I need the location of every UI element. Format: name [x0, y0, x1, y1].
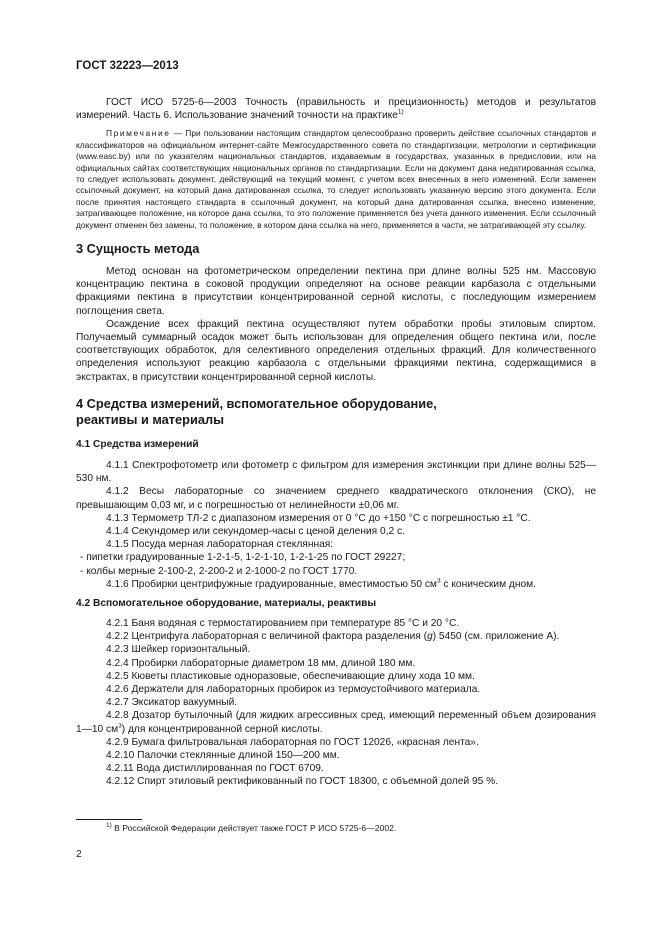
footnote-text: В Российской Федерации действует также ГОСТ Р ИСО 5725-6—2002.: [111, 823, 397, 833]
section-4-heading-line-1: 4 Средства измерений, вспомогательное оборудование,: [76, 395, 437, 411]
subsection-4-1-list: [76, 459, 596, 591]
list-item: 4.2.10 Палочки стеклянные длиной 150—200 мм.: [106, 749, 340, 761]
list-item: 4.2.5 Кюветы пластиковые одноразовые, обеспечивающие длину хода 10 мм.: [106, 670, 475, 682]
list-item: 4.2.4 Пробирки лабораторные диаметром 18 мм, длиной 180 мм.: [106, 657, 416, 669]
note-label: Примечание: [106, 128, 171, 139]
list-item: 4.2.6 Держатели для лабораторных пробирок из термоустойчивого материала.: [106, 683, 481, 695]
section-3-heading: 3 Сущность метода: [76, 241, 200, 257]
list-item: 4.2.9 Бумага фильтровальная лабораторная по ГОСТ 12026, «красная лента».: [106, 736, 479, 748]
list-item-text: ) 5450 (см. приложение А).: [432, 631, 560, 643]
reference-text: ГОСТ ИСО 5725-6—2003 Точность (правильность и прецизионность) методов и результатов измерений. Часть 6. Использование значений точности на практике: [76, 97, 596, 122]
list-item: [76, 709, 596, 735]
note-text: — При пользовании настоящим стандартом целесообразно проверить действие ссылочных стандартов и классификаторов на официальном интернет-сайте Межгосударственного совета по стандартизации, метрологии и сертификации (www.easc.by) или по указателям национальных стандартов, издаваемым в государствах, указанных в предисловии, или на официальных сайтах соответствующих национальных органов по стандартизации. Если на документ дана недатированная ссылка, то следует использовать документ, действующий на текущий момент, с учетом всех внесенных в него изменений. Если заменен ссылочный документ, на который дана датированная ссылка, то следует использовать указанную версию этого документа. Если после принятия настоящего стандарта в ссылочный документ, на который дана датированная ссылка, внесено изменение, затрагивающее положение, на которое дана ссылка, то это положение применяется без учета данного изменения. Если ссылочный документ отменен без замены, то положение, в котором дана ссылка на него, применяется в части, не затрагивающей эту ссылку.: [76, 128, 596, 230]
reference-gost-iso-5725-6: [76, 96, 596, 122]
section-4-heading-line-2: реактивы и материалы: [76, 411, 225, 427]
note-paragraph: [76, 128, 596, 231]
list-item-text: с коническим дном.: [440, 578, 537, 590]
list-item: 4.2.3 Шейкер горизонтальный.: [106, 644, 251, 656]
footnote-marker: 1): [106, 822, 112, 830]
footnote-marker: 1): [397, 108, 404, 116]
list-item: 4.2.7 Эксикатор вакуумный.: [106, 697, 238, 709]
footnote: [106, 823, 396, 834]
list-item: 4.2.12 Спирт этиловый ректификованный по ГОСТ 18300, с объемной долей 95 %.: [106, 776, 499, 788]
list-item-text: 4.2.8 Дозатор бутылочный (для жидких агрессивных сред, имеющий переменный объем дозирования 1—10 см: [76, 710, 596, 735]
section-3-paragraph-1: Метод основан на фотометрическом определении пектина при длине волны 525 нм. Массовую концентрацию пектина в соковой продукции определяют на основе реакции карбазола с отдельными фракциями пектина в присутствии концентрированной серной кислоты, с последующим измерением поглощения света.: [76, 266, 596, 317]
list-item: [76, 578, 596, 591]
subsection-4-1-heading: 4.1 Средства измерений: [76, 438, 199, 450]
list-item: 4.2.1 Баня водяная с термостатированием при температуре 85 °С и 20 °С.: [106, 617, 460, 629]
page-number: 2: [76, 849, 82, 860]
subsection-4-2-list: [76, 617, 596, 789]
list-item-text: ) для концентрированной серной кислоты.: [121, 723, 323, 735]
list-item: 4.1.5 Посуда мерная лабораторная стеклянная:: [106, 539, 334, 551]
list-item: - пипетки градуированные 1-2-1-5, 1-2-1-10, 1-2-1-25 по ГОСТ 29227;: [80, 552, 406, 564]
section-3-paragraph-2: Осаждение всех фракций пектина осуществляют путем обработки пробы этиловым спиртом. Получаемый суммарный осадок может быть использован для определения общего пектина или, после соответствующих обработок, для селективного определения отдельных фракций. Для количественного определения используют реакцию карбазола с отдельными фракциями пектина, содержащимися в экстрактах, в присутствии концентрированной серной кислоты.: [76, 318, 596, 383]
list-item: 4.1.2 Весы лабораторные со значением среднего квадратического отклонения (СКО), не превышающим 0,03 мг, и с погрешностью от нелинейности ±0,06 мг.: [76, 486, 596, 511]
subsection-4-2-heading: 4.2 Вспомогательное оборудование, материалы, реактивы: [76, 597, 377, 609]
superscript: 3: [118, 722, 122, 730]
list-item-text: 4.1.6 Пробирки центрифужные градуированные, вместимостью 50 см: [106, 578, 437, 590]
list-item: 4.1.3 Термометр ТЛ-2 с диапазоном измерения от 0 °С до +150 °С с погрешностью ±1 °С.: [106, 512, 531, 524]
list-item-text: 4.2.2 Центрифуга лабораторная с величиной фактора разделения (: [106, 631, 428, 643]
italic-symbol: g: [427, 631, 433, 643]
list-item: [76, 630, 596, 643]
document-header: ГОСТ 32223—2013: [76, 60, 179, 72]
list-item: 4.2.11 Вода дистиллированная по ГОСТ 6709.: [106, 763, 324, 775]
superscript: 3: [436, 577, 441, 585]
list-item: 4.1.4 Секундомер или секундомер-часы с ценой деления 0,2 с.: [106, 525, 405, 537]
footnote-separator: [76, 819, 142, 820]
section-4-heading: [76, 396, 596, 428]
page-content: [76, 96, 596, 789]
list-item: - колбы мерные 2-100-2, 2-200-2 и 2-1000-2 по ГОСТ 1770.: [80, 565, 358, 577]
list-item: 4.1.1 Спектрофотометр или фотометр с фильтром для измерения экстинкции при длине волны 525—530 нм.: [76, 459, 596, 485]
